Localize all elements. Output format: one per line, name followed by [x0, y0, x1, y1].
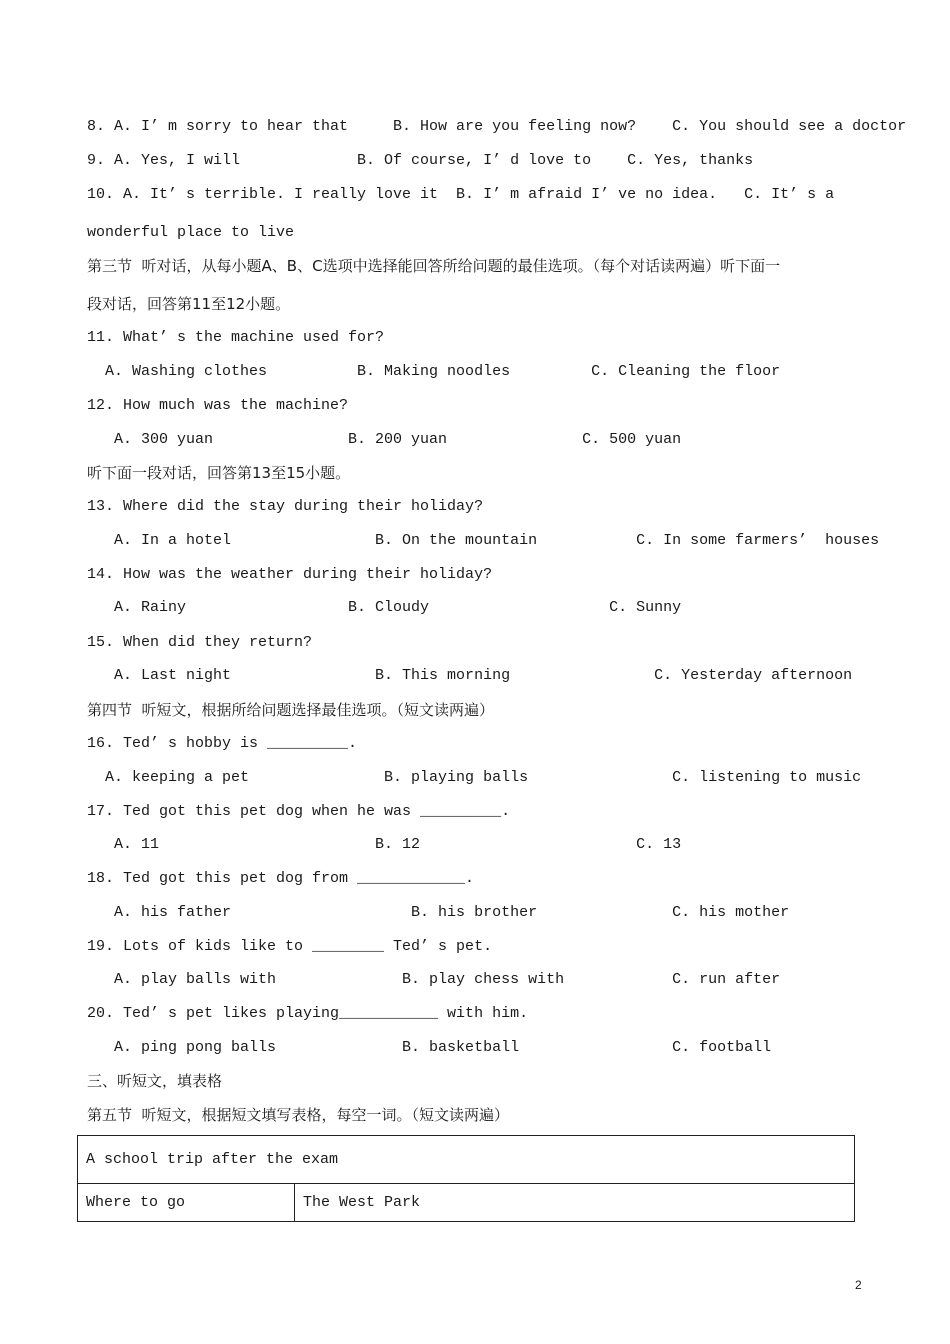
- question-11: 11. What’ s the machine used for?: [87, 329, 385, 346]
- question-18: 18. Ted got this pet dog from ____________.: [87, 870, 475, 887]
- table-title-row: [78, 1136, 855, 1184]
- section-3-dialogue-2-instruction: 听下面一段对话，回答第13至15小题。: [87, 464, 351, 482]
- page-number: 2: [855, 1278, 862, 1292]
- question-19: 19. Lots of kids like to ________ Ted’ s pet.: [87, 938, 493, 955]
- question-19-options: A. play balls with B. play chess with C. run after: [87, 971, 781, 988]
- question-14: 14. How was the weather during their holiday?: [87, 566, 493, 583]
- question-15: 15. When did they return?: [87, 634, 313, 651]
- question-20-options: A. ping pong balls B. basketball C. football: [87, 1039, 772, 1056]
- question-13: 13. Where did the stay during their holiday?: [87, 498, 484, 515]
- question-12: 12. How much was the machine?: [87, 397, 349, 414]
- table-title-cell: A school trip after the exam: [78, 1136, 855, 1184]
- question-9-options: 9. A. Yes, I will B. Of course, I’ d love to C. Yes, thanks: [87, 152, 754, 169]
- question-17: 17. Ted got this pet dog when he was _________.: [87, 803, 511, 820]
- question-11-options: A. Washing clothes B. Making noodles C. Cleaning the floor: [87, 363, 781, 380]
- table-row-value: The West Park: [295, 1184, 855, 1222]
- table-row: [78, 1184, 855, 1222]
- question-8-options: 8. A. I’ m sorry to hear that B. How are you feeling now? C. You should see a doctor: [87, 118, 907, 135]
- question-13-options: A. In a hotel B. On the mountain C. In some farmers’ houses: [87, 532, 880, 549]
- question-16: 16. Ted’ s hobby is _________.: [87, 735, 358, 752]
- question-20: 20. Ted’ s pet likes playing___________ with him.: [87, 1005, 529, 1022]
- table-row-label: Where to go: [78, 1184, 295, 1222]
- section-4-instruction: 第四节 听短文，根据所给问题选择最佳选项。（短文读两遍）: [87, 701, 495, 719]
- section-3-instruction-cont: 段对话，回答第11至12小题。: [87, 295, 291, 313]
- question-16-options: A. keeping a pet B. playing balls C. listening to music: [87, 769, 862, 786]
- question-14-options: A. Rainy B. Cloudy C. Sunny: [87, 599, 682, 616]
- question-10-options: 10. A. It’ s terrible. I really love it B. I’ m afraid I’ ve no idea. C. It’ s a: [87, 186, 835, 203]
- question-12-options: A. 300 yuan B. 200 yuan C. 500 yuan: [87, 431, 682, 448]
- section-3-instruction: 第三节 听对话，从每小题A、B、C选项中选择能回答所给问题的最佳选项。（每个对话读两遍）听下面一: [87, 257, 781, 275]
- section-5-instruction: 第五节 听短文，根据短文填写表格，每空一词。（短文读两遍）: [87, 1106, 510, 1124]
- question-18-options: A. his father B. his brother C. his mother: [87, 904, 790, 921]
- question-15-options: A. Last night B. This morning C. Yesterday afternoon: [87, 667, 853, 684]
- question-10-options-cont: wonderful place to live: [87, 224, 295, 241]
- fill-in-table: [77, 1135, 855, 1222]
- part-3-heading: 三、听短文，填表格: [87, 1072, 223, 1090]
- question-17-options: A. 11 B. 12 C. 13: [87, 836, 682, 853]
